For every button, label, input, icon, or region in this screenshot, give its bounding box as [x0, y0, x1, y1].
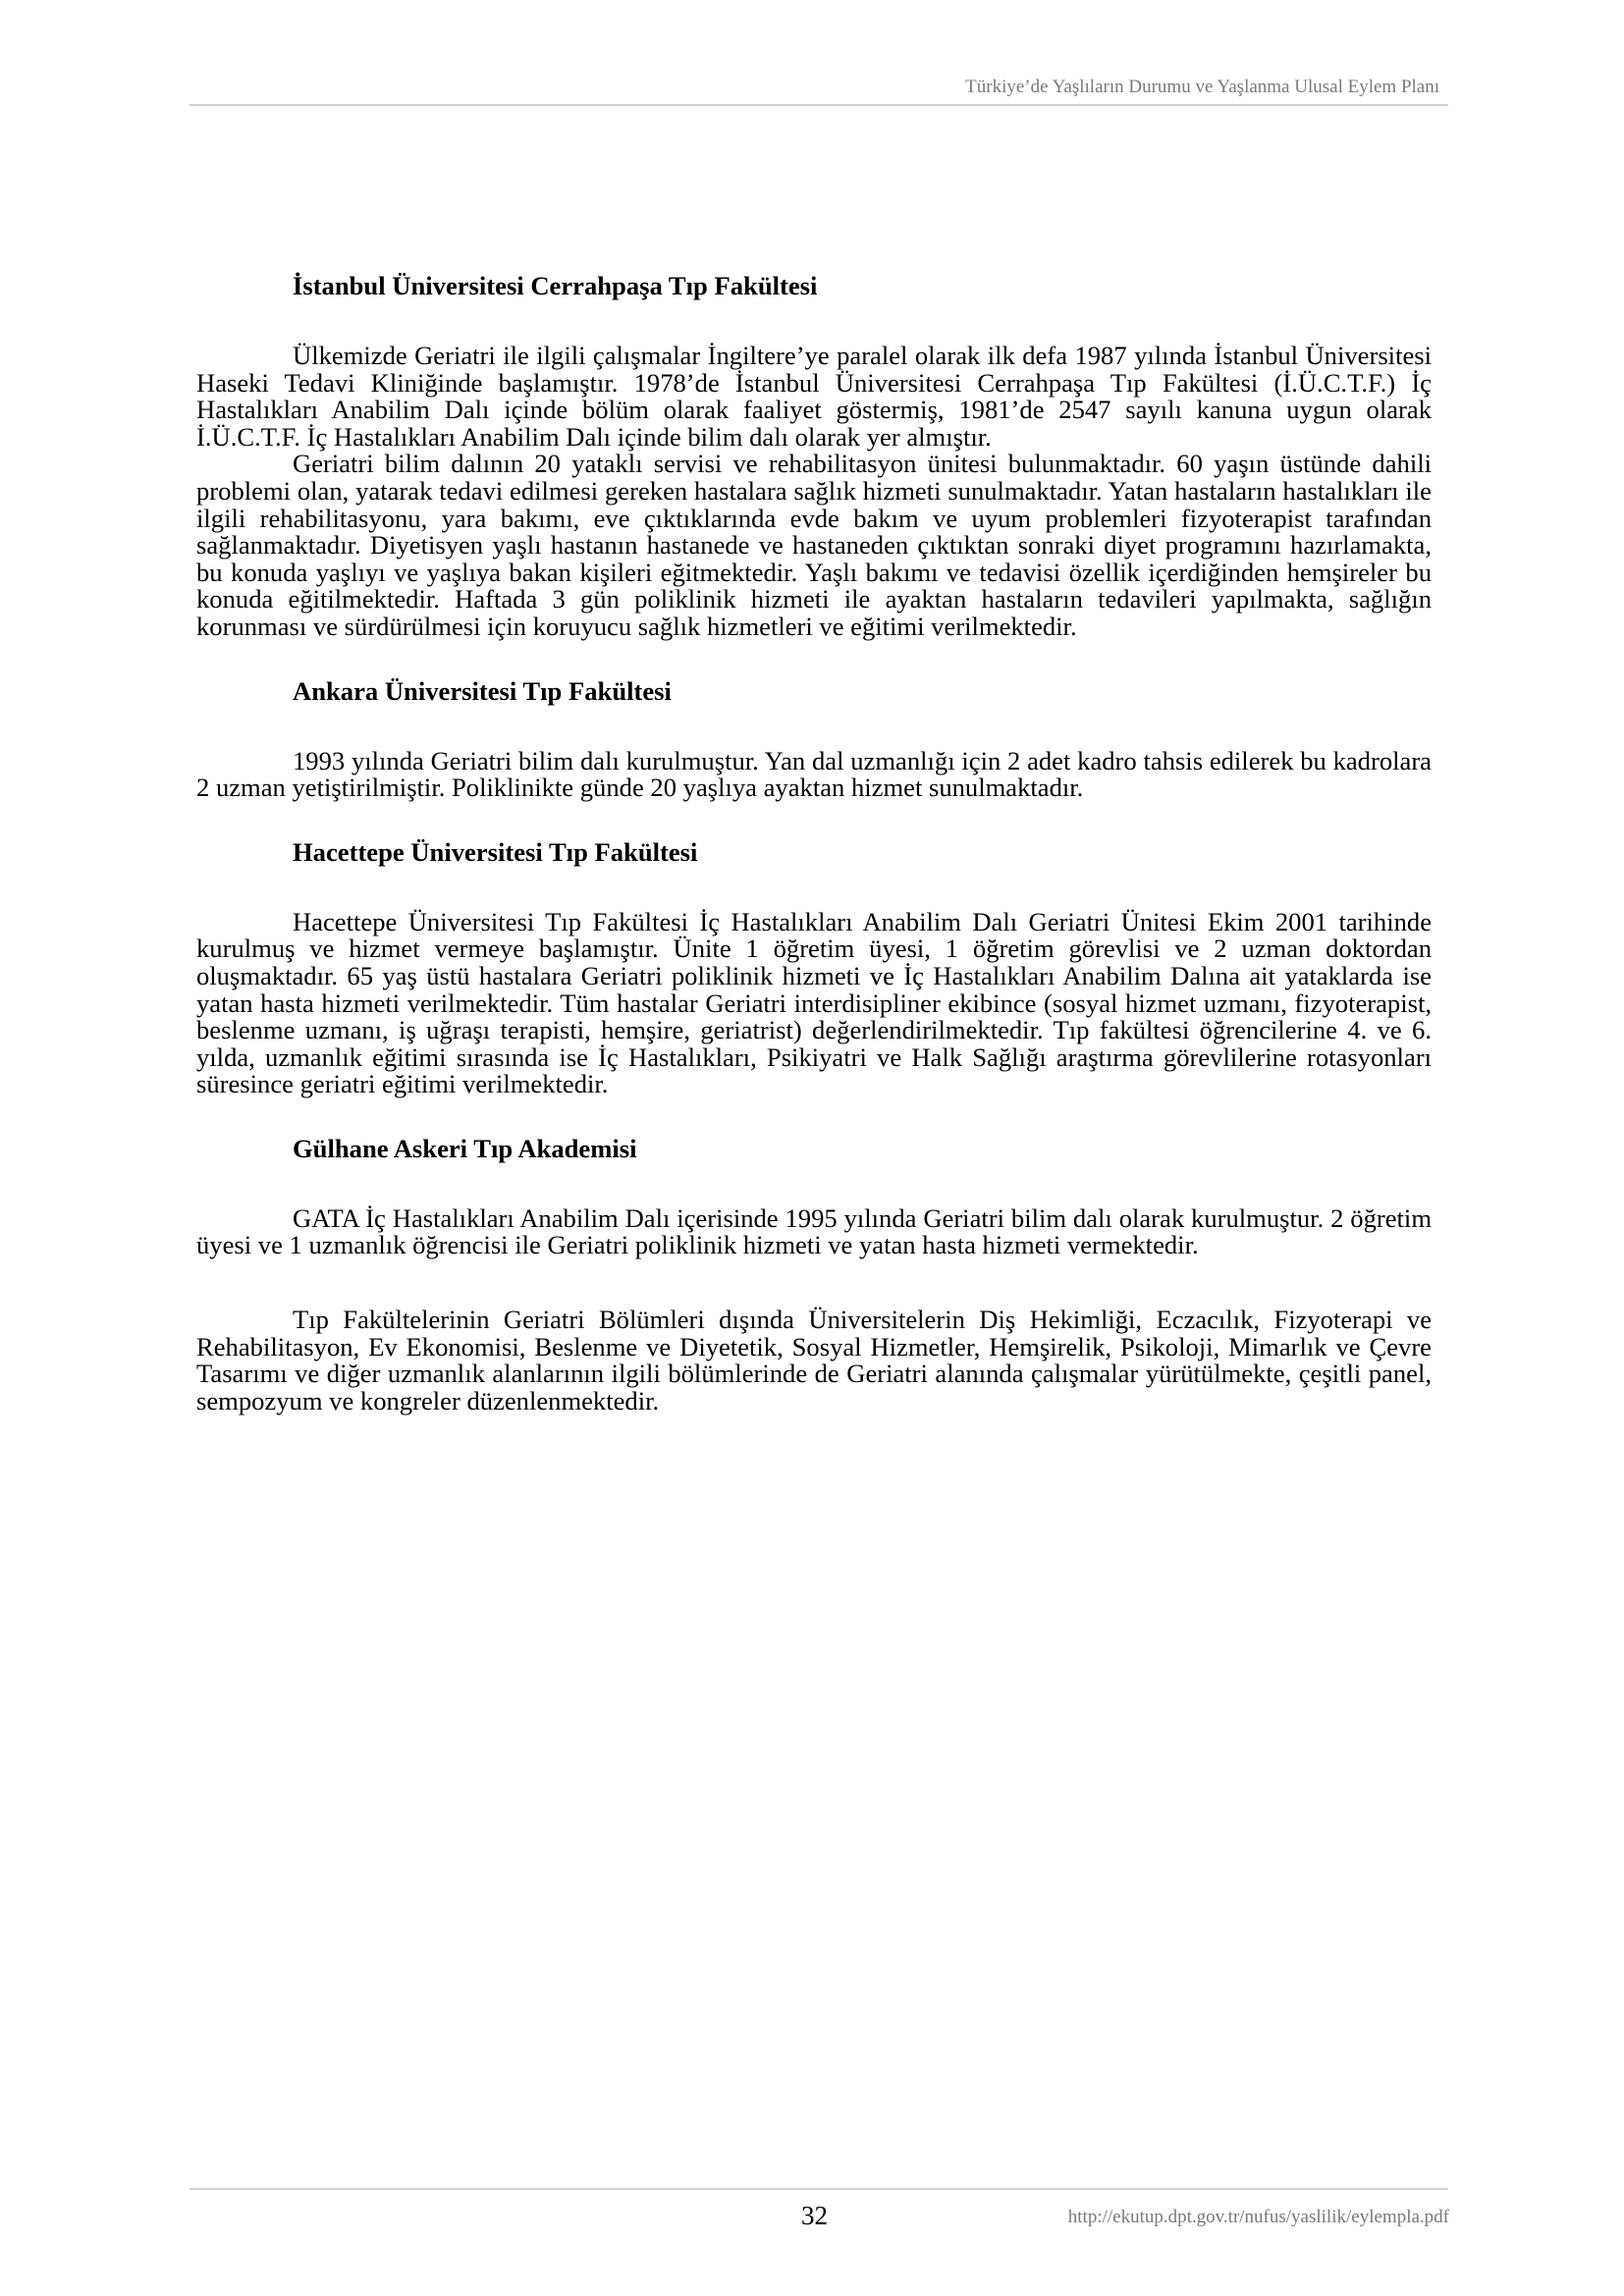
- paragraph: GATA İç Hastalıkları Anabilim Dalı içerisinde 1995 yılında Geriatri bilim dalı olarak kurulmuştur. 2 öğretim üyesi ve 1 uzmanlık öğrencisi ile Geriatri poliklinik hizmeti ve yatan hasta hizmeti vermektedir.: [196, 1202, 1432, 1260]
- paragraph: 1993 yılında Geriatri bilim dalı kurulmuştur. Yan dal uzmanlığı için 2 adet kadro tahsis edilerek bu kadrolara 2 uzman yetiştirilmiştir. Poliklinikte günde 20 yaşlıya ayaktan hizmet sunulmaktadır.: [196, 745, 1432, 803]
- paragraph: Hacettepe Üniversitesi Tıp Fakültesi İç Hastalıkları Anabilim Dalı Geriatri Ünitesi Ekim 2001 tarihinde kurulmuş ve hizmet vermeye başlamıştır. Ünite 1 öğretim üyesi, 1 öğretim görevlisi ve 2 uzman doktordan oluşmaktadır. 65 yaş üstü hastalara Geriatri poliklinik hizmeti ve İç Hastalıkları Anabilim Dalına ait yataklarda ise yatan hasta hizmeti verilmektedir. Tüm hastalar Geriatri interdisipliner ekibince (sosyal hizmet uzmanı, fizyoterapist, beslenme uzmanı, iş uğraşı terapisti, hemşire, geriatrist) değerlendirilmektedir. Tıp fakültesi öğrencilerine 4. ve 6. yılda, uzmanlık eğitimi sırasında ise İç Hastalıkları, Psikiyatri ve Halk Sağlığı araştırma görevlilerine rotasyonları süresince geriatri eğitimi verilmektedir.: [196, 906, 1432, 1099]
- page-body: [196, 271, 1432, 1415]
- page-number: 32: [801, 2201, 828, 2230]
- paragraph: Ülkemizde Geriatri ile ilgili çalışmalar İngiltere’ye paralel olarak ilk defa 1987 yılında İstanbul Üniversitesi Haseki Tedavi Kliniğinde başlamıştır. 1978’de İstanbul Üniversitesi Cerrahpaşa Tıp Fakültesi (İ.Ü.C.T.F.) İç Hastalıkları Anabilim Dalı içinde bölüm olarak faaliyet göstermiş, 1981’de 2547 sayılı kanuna uygun olarak İ.Ü.C.T.F. İç Hastalıkları Anabilim Dalı içinde bilim dalı olarak yer almıştır.: [196, 341, 1432, 452]
- section-title: Gülhane Askeri Tıp Akademisi: [293, 1133, 637, 1163]
- section-ankara: [196, 676, 1432, 802]
- section-title: Hacettepe Üniversitesi Tıp Fakültesi: [293, 836, 698, 867]
- section-hacettepe: [196, 837, 1432, 1098]
- section-istanbul: [196, 271, 1432, 641]
- footer-divider: [189, 2188, 1448, 2190]
- section-title: İstanbul Üniversitesi Cerrahpaşa Tıp Fakültesi: [293, 271, 818, 300]
- section-gulhane: [196, 1134, 1432, 1259]
- section-title: Ankara Üniversitesi Tıp Fakültesi: [293, 675, 672, 706]
- closing-paragraph: Tıp Fakültelerinin Geriatri Bölümleri dışında Üniversitelerin Diş Hekimliği, Eczacılık, Fizyoterapi ve Rehabilitasyon, Ev Ekonomisi, Beslenme ve Diyetetik, Sosyal Hizmetler, Hemşirelik, Psikoloji, Mimarlık ve Çevre Tasarımı ve diğer uzmanlık alanlarının ilgili bölümlerinde de Geriatri alanında çalışmalar yürütülmekte, çeşitli panel, sempozyum ve kongreler düzenlenmektedir.: [196, 1305, 1432, 1415]
- footer-url: http://ekutup.dpt.gov.tr/nufus/yaslilik/eylempla.pdf: [1067, 2207, 1449, 2227]
- paragraph: Geriatri bilim dalının 20 yataklı servisi ve rehabilitasyon ünitesi bulunmaktadır. 60 yaşın üstünde dahili problemi olan, yatarak tedavi edilmesi gereken hastalara sağlık hizmeti sunulmaktadır. Yatan hastaların hastalıkları ile ilgili rehabilitasyonu, yara bakımı, eve çıktıklarında evde bakım ve uyum problemleri fizyoterapist tarafından sağlanmaktadır. Diyetisyen yaşlı hastanın hastanede ve hastaneden çıktıktan sonraki diyet programını hazırlamakta, bu konuda yaşlıyı ve yaşlıya bakan kişileri eğitmektedir. Yaşlı bakımı ve tedavisi özellik içerdiğinden hemşireler bu konuda eğitilmektedir. Haftada 3 gün poliklinik hizmeti ile ayaktan hastaların tedavileri yapılmakta, sağlığın korunması ve sürdürülmesi için koruyucu sağlık hizmetleri ve eğitimi verilmektedir.: [196, 449, 1432, 641]
- header-divider: [189, 104, 1448, 106]
- running-header-title: Türkiye’de Yaşlıların Durumu ve Yaşlanma Ulusal Eylem Planı: [965, 77, 1439, 97]
